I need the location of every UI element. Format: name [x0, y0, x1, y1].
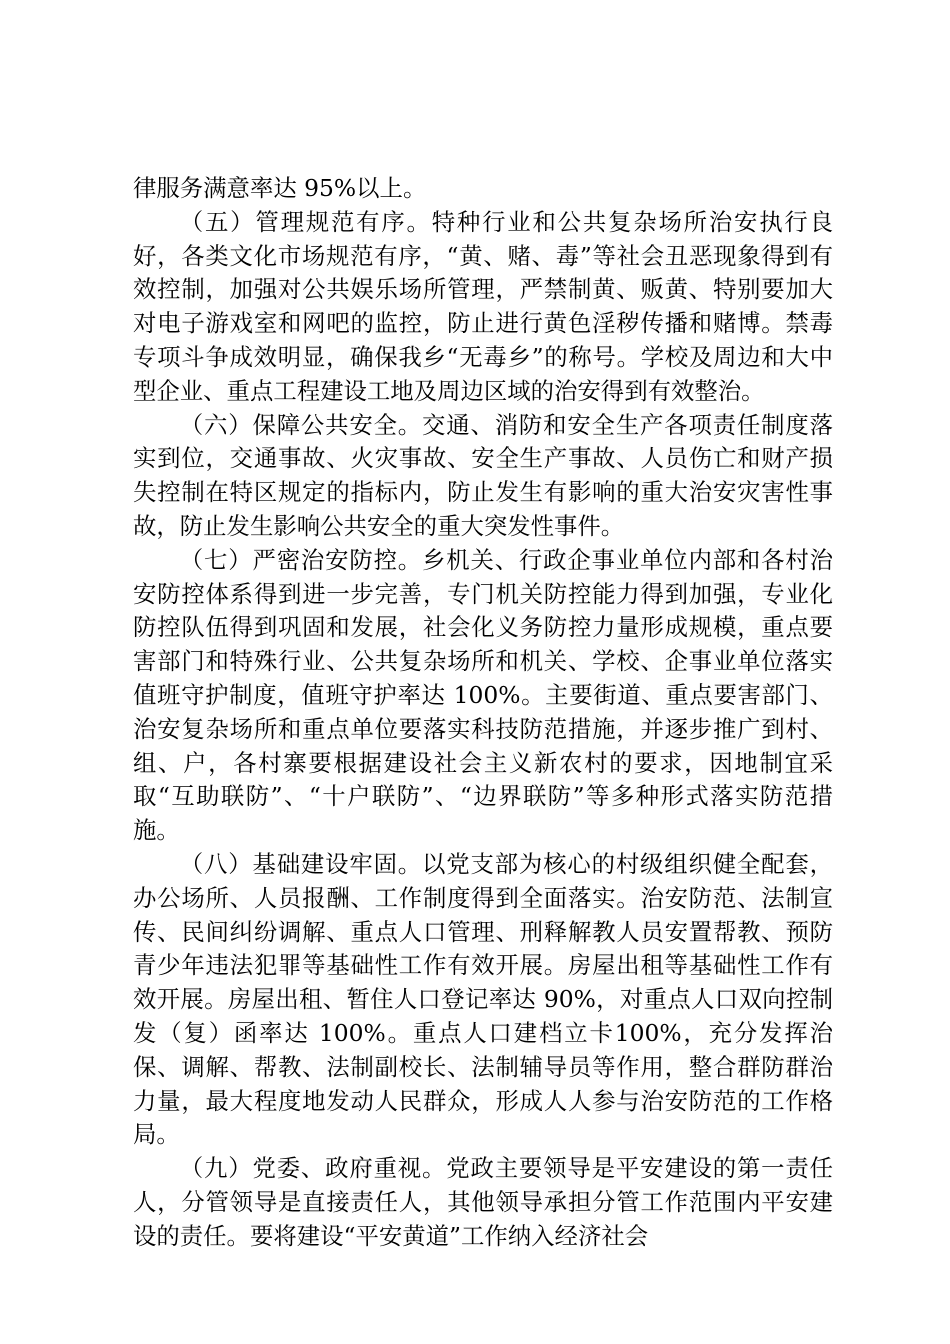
- paragraph-continuation: 律服务满意率达 95%以上。: [133, 174, 427, 202]
- paragraph-section-9: （九）党委、政府重视。党政主要领导是平安建设的第一责任人，分管领导是直接责任人，其他领导承担分管工作范围内平安建设的责任。要将建设“平安黄道”工作纳入经济社会: [133, 1154, 833, 1250]
- paragraph-section-5: （五）管理规范有序。特种行业和公共复杂场所治安执行良好，各类文化市场规范有序，“黄、赌、毒”等社会丑恶现象得到有效控制，加强对公共娱乐场所管理，严禁制黄、贩黄、特别要加大对电子游戏室和网吧的监控，防止进行黄色淫秽传播和赌博。禁毒专项斗争成效明显，确保我乡“无毒乡”的称号。学校及周边和大中型企业、重点工程建设工地及周边区域的治安得到有效整治。: [133, 207, 833, 405]
- paragraph-section-8: （八）基础建设牢固。以党支部为核心的村级组织健全配套，办公场所、人员报酬、工作制度得到全面落实。治安防范、法制宣传、民间纠纷调解、重点人口管理、刑释解教人员安置帮教、预防青少年违法犯罪等基础性工作有效开展。房屋出租等基础性工作有效开展。房屋出租、暂住人口登记率达 90%，对重点人口双向控制发（复）函率达 100%。重点人口建档立卡100%，充分发挥治保、调解、帮教、法制副校长、法制辅导员等作用，整合群防群治力量，最大程度地发动人民群众，形成人人参与治安防范的工作格局。: [133, 849, 833, 1149]
- paragraph-section-7: （七）严密治安防控。乡机关、行政企事业单位内部和各村治安防控体系得到进一步完善，专门机关防控能力得到加强，专业化防控队伍得到巩固和发展，社会化义务防控力量形成规模，重点要害部门和特殊行业、公共复杂场所和机关、学校、企事业单位落实值班守护制度，值班守护率达 100%。主要街道、重点要害部门、治安复杂场所和重点单位要落实科技防范措施，并逐步推广到村、组、户，各村寨要根据建设社会主义新农村的要求，因地制宜采取“互助联防”、“十户联防”、“边界联防”等多种形式落实防范措施。: [133, 545, 833, 845]
- paragraph-section-6: （六）保障公共安全。交通、消防和安全生产各项责任制度落实到位，交通事故、火灾事故、安全生产事故、人员伤亡和财产损失控制在特区规定的指标内，防止发生有影响的重大治安灾害性事故，防止发生影响公共安全的重大突发性事件。: [133, 410, 833, 540]
- document-body: [133, 172, 833, 1254]
